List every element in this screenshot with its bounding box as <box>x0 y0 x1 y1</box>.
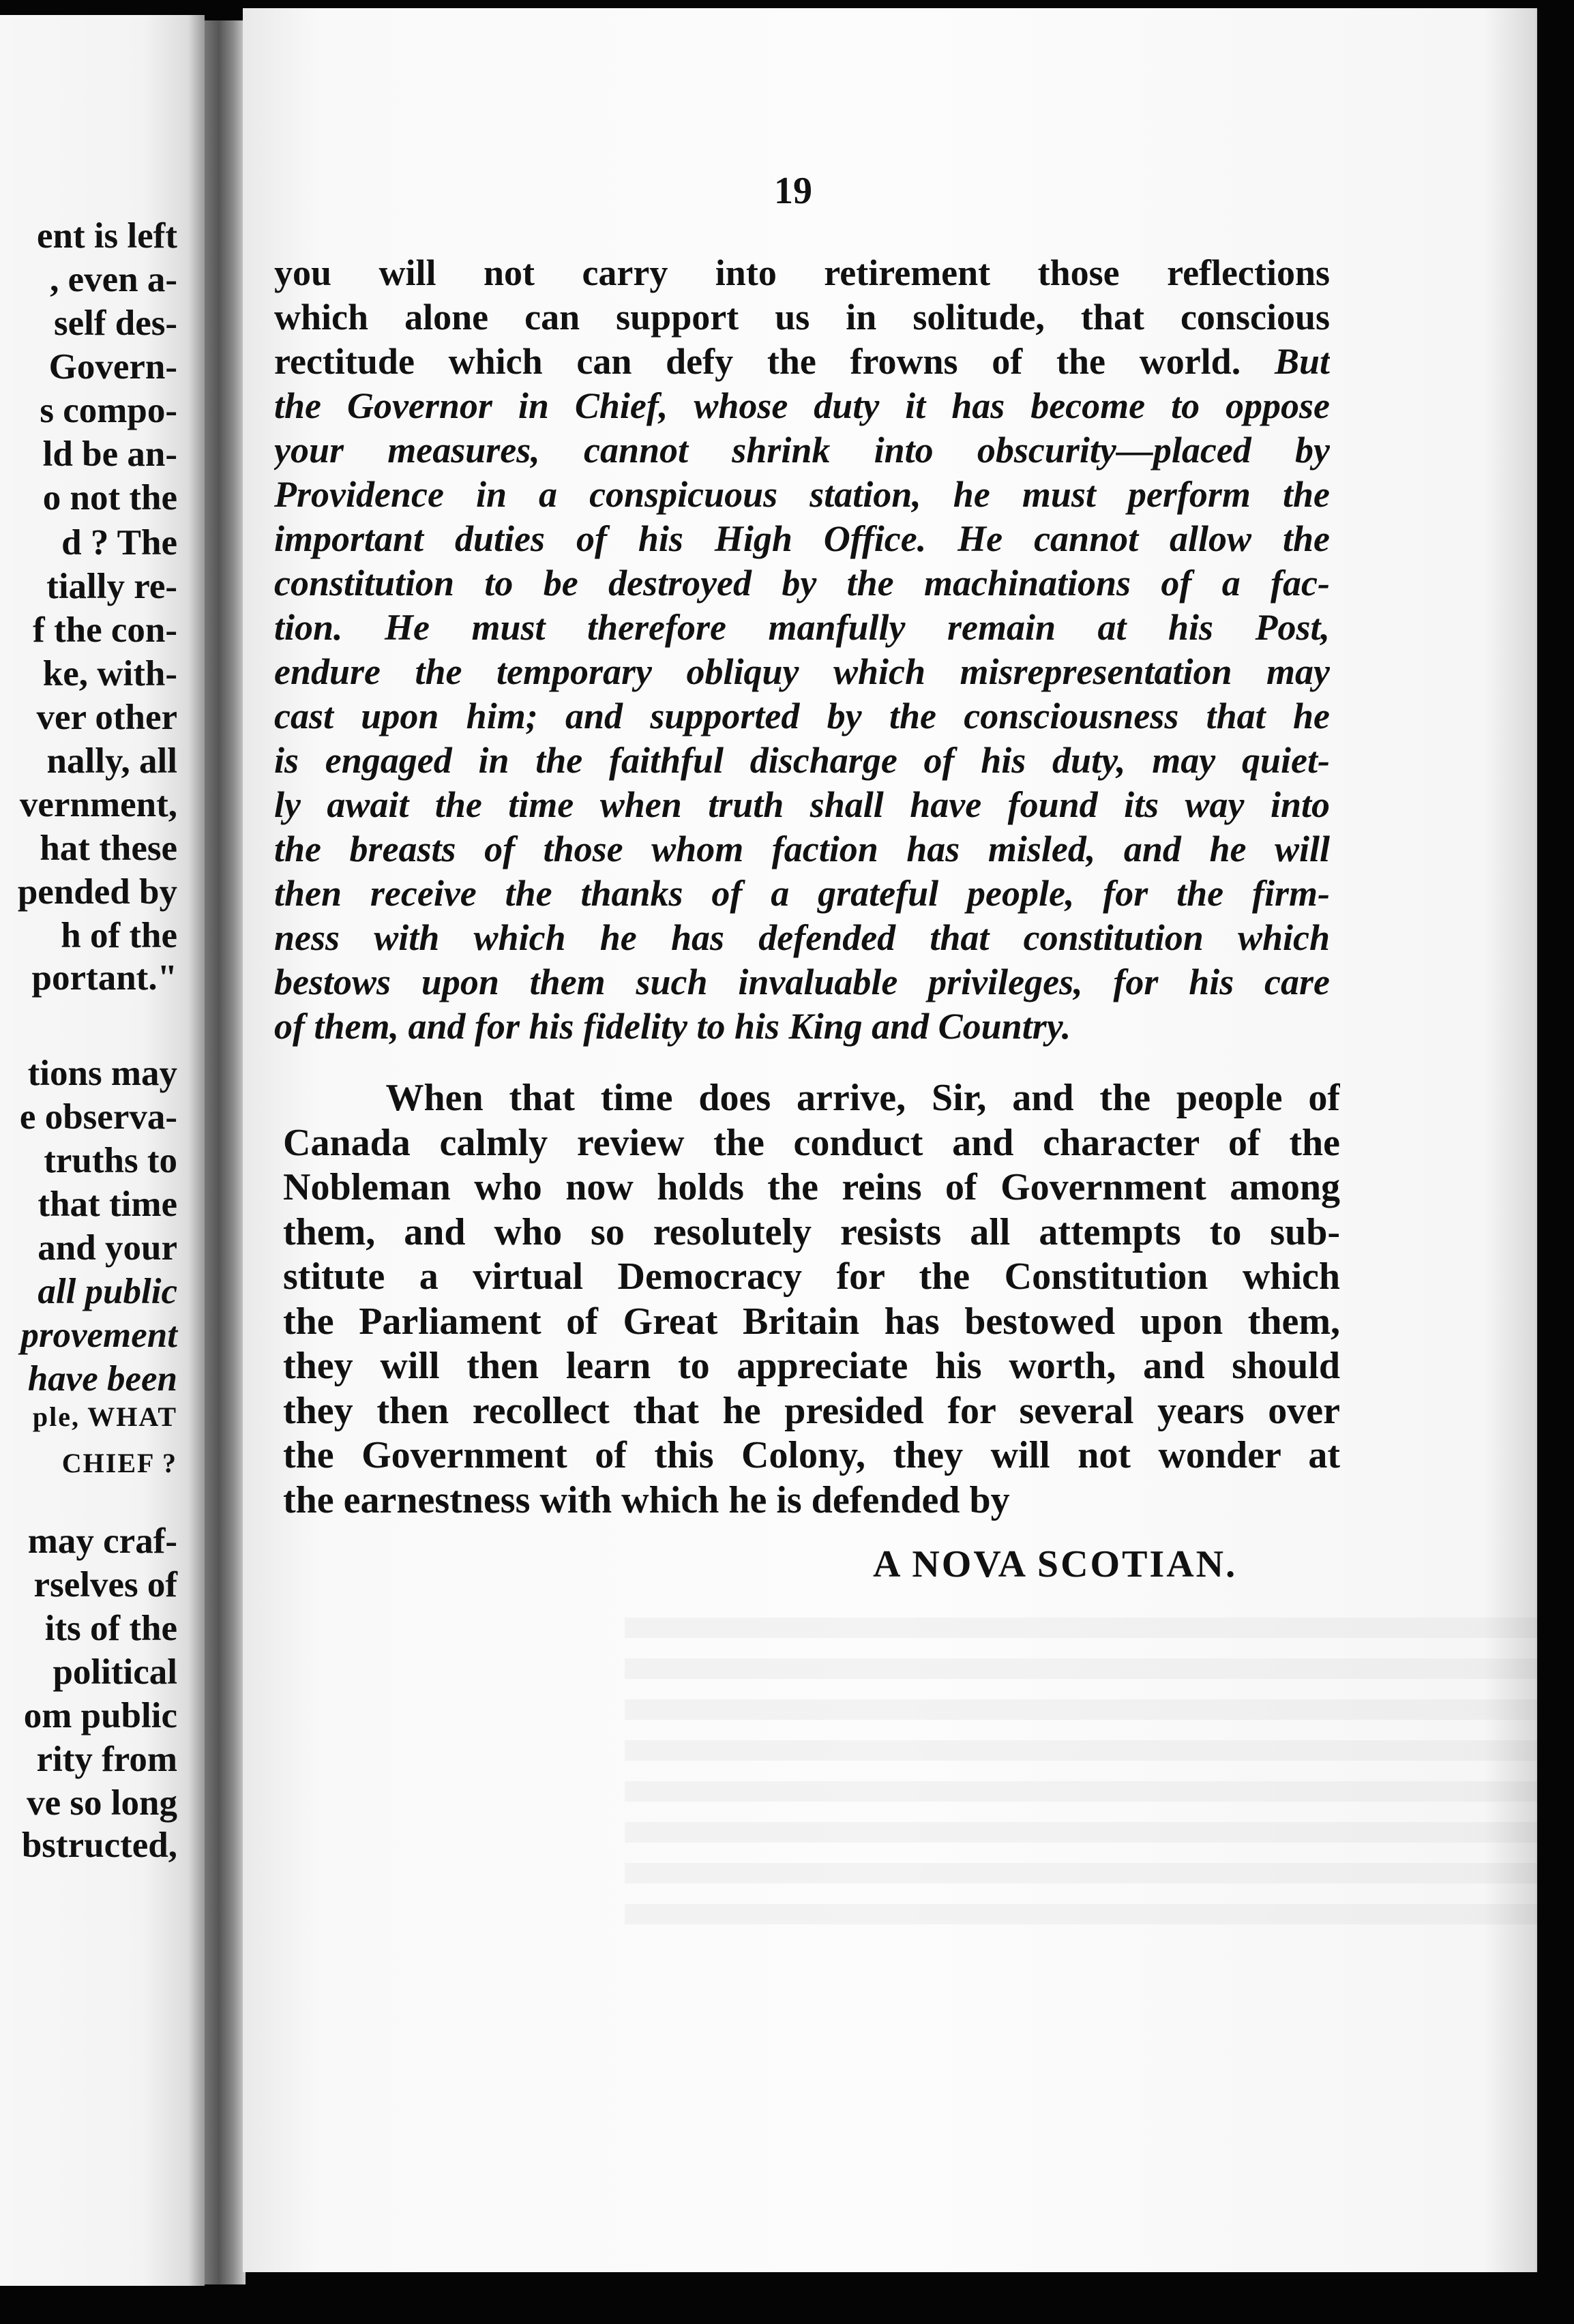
facing-page-left <box>0 15 205 2286</box>
text-line <box>274 650 1330 694</box>
left-page-line: ld be an- <box>42 434 177 474</box>
left-page-line: nally, all <box>46 741 177 781</box>
left-page-line: ple, WHAT <box>32 1401 177 1432</box>
text-line <box>274 916 1330 960</box>
italic-run: endure the temporary obliquy which misrepresentation may <box>274 651 1330 692</box>
text-line <box>274 960 1330 1004</box>
left-page-line: CHIEF ? <box>61 1448 177 1478</box>
italic-run: Providence in a conspicuous station, he must perform the <box>274 474 1330 515</box>
text-line <box>274 739 1330 783</box>
left-page-line: bstructed, <box>21 1826 177 1865</box>
text-line <box>274 827 1330 872</box>
text-line <box>274 872 1330 916</box>
page-number: 19 <box>774 170 812 212</box>
left-page-line: tially re- <box>46 567 177 606</box>
left-page-line: may craf- <box>27 1521 177 1561</box>
text-line <box>274 384 1330 428</box>
text-line <box>274 517 1330 561</box>
paragraph-when-that-time <box>283 1076 1340 1523</box>
left-page-line: rselves of <box>33 1565 177 1605</box>
text-line: Canada calmly review the conduct and character of the <box>283 1121 1340 1164</box>
bleed-through-text <box>625 1597 1566 1924</box>
left-page-line: all public <box>38 1272 177 1311</box>
left-page-line: tions may <box>27 1054 177 1093</box>
italic-run: is engaged in the faithful discharge of his duty, may quiet- <box>274 740 1330 781</box>
left-page-line: s compo- <box>40 391 177 430</box>
left-page-line: f the con- <box>33 610 177 650</box>
left-page-line: that time <box>38 1185 177 1224</box>
text-line <box>274 606 1330 650</box>
left-page-line: and your <box>38 1228 177 1268</box>
left-page-line: have been <box>27 1359 177 1399</box>
text-line <box>274 1004 1330 1049</box>
text-line <box>274 473 1330 517</box>
paragraph-letter-conclusion <box>274 251 1330 1049</box>
text-line <box>274 694 1330 739</box>
roman-run: which alone can support us in solitude, that conscious <box>274 297 1330 338</box>
italic-run: then receive the thanks of a grateful people, for the firm- <box>274 873 1330 914</box>
left-page-line: o not the <box>42 478 177 518</box>
left-page-line: e observa- <box>19 1097 177 1137</box>
left-page-line: Govern- <box>48 347 177 387</box>
italic-run: the breasts of those whom faction has misled, and he will <box>274 829 1330 869</box>
left-page-line: h of the <box>61 916 177 955</box>
left-page-line: rity from <box>36 1740 177 1779</box>
text-line <box>274 340 1330 384</box>
italic-run: bestows upon them such invaluable privileges, for his care <box>274 962 1330 1002</box>
text-line: the Parliament of Great Britain has bestowed upon them, <box>283 1300 1340 1343</box>
book-gutter <box>205 20 246 2284</box>
italic-run: cast upon him; and supported by the consciousness that he <box>274 696 1330 736</box>
signature-nova-scotian: A NOVA SCOTIAN. <box>873 1543 1238 1585</box>
text-line: stitute a virtual Democracy for the Constitution which <box>283 1255 1340 1298</box>
left-page-line: truths to <box>44 1141 177 1180</box>
italic-run: ness with which he has defended that constitution which <box>274 917 1330 958</box>
left-page-line: its of the <box>44 1609 177 1648</box>
text-line: they then recollect that he presided for several years over <box>283 1389 1340 1432</box>
italic-run: But <box>1274 341 1330 382</box>
italic-run: the Governor in Chief, whose duty it has become to oppose <box>274 385 1330 426</box>
left-page-line: ve so long <box>27 1783 177 1823</box>
italic-run: tion. He must therefore manfully remain at his Post, <box>274 607 1330 648</box>
text-line <box>274 428 1330 473</box>
roman-run: you will not carry into retirement those reflections <box>274 252 1330 293</box>
italic-run: constitution to be destroyed by the machinations of a fac- <box>274 563 1330 604</box>
left-page-line: vernment, <box>19 785 177 824</box>
text-line: the Government of this Colony, they will not wonder at <box>283 1434 1340 1476</box>
roman-run: rectitude which can defy the frowns of the world. <box>274 341 1275 382</box>
left-page-line: , even a- <box>50 260 177 299</box>
italic-run: important duties of his High Office. He cannot allow the <box>274 518 1330 559</box>
left-page-line: om public <box>23 1696 177 1735</box>
text-line <box>274 251 1330 295</box>
text-line <box>274 561 1330 606</box>
left-page-line: self des- <box>53 303 177 343</box>
left-page-line: ke, with- <box>42 654 177 694</box>
text-line: the earnestness with which he is defended by <box>283 1478 1010 1521</box>
left-page-line: portant." <box>31 958 177 998</box>
left-page-line: hat these <box>40 829 177 868</box>
left-page-line: ver other <box>36 698 177 737</box>
text-line <box>274 295 1330 340</box>
left-page-line: d ? The <box>61 523 177 563</box>
text-line: Nobleman who now holds the reins of Government among <box>283 1166 1340 1208</box>
text-line: them, and who so resolutely resists all attempts to sub- <box>283 1210 1340 1253</box>
left-page-line: pended by <box>17 872 177 912</box>
left-page-line: ent is left <box>36 216 177 256</box>
left-page-line: provement <box>20 1315 177 1355</box>
italic-run: of them, and for his fidelity to his King and Country. <box>274 1006 1071 1047</box>
text-line: When that time does arrive, Sir, and the people of <box>283 1077 1340 1119</box>
italic-run: ly await the time when truth shall have found its way into <box>274 784 1330 825</box>
text-line <box>274 783 1330 827</box>
left-page-line: political <box>53 1652 177 1692</box>
italic-run: your measures, cannot shrink into obscurity—placed by <box>274 430 1330 471</box>
text-line: they will then learn to appreciate his worth, and should <box>283 1345 1340 1387</box>
